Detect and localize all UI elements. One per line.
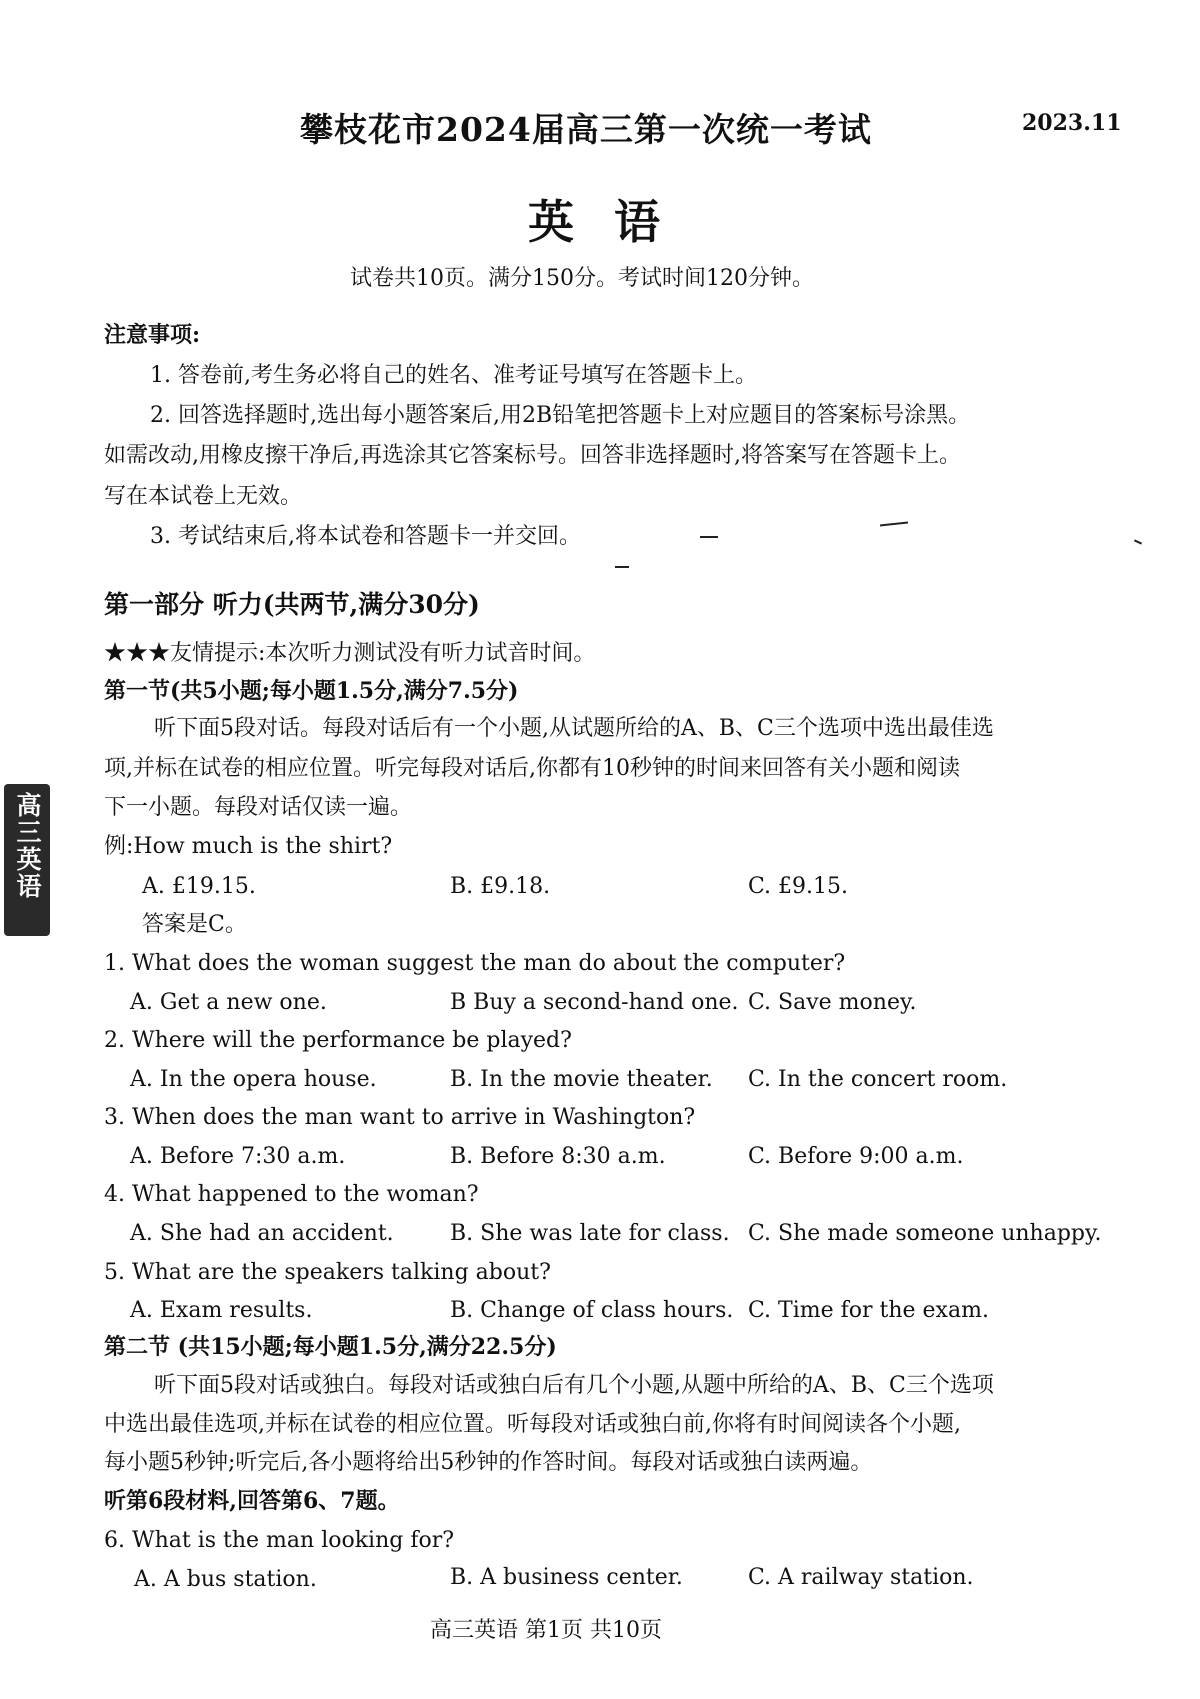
exam-info: 试卷共10页。满分150分。考试时间120分钟。 <box>350 266 814 291</box>
question-3-option-c: C. Before 9:00 a.m. <box>748 1144 964 1169</box>
question-5-option-c: C. Time for the exam. <box>748 1298 989 1323</box>
question-1-option-b: B Buy a second-hand one. <box>450 990 739 1015</box>
question-6-option-a: A. A bus station. <box>134 1567 317 1592</box>
scan-mark <box>615 566 629 568</box>
notice-item-3: 3. 考试结束后,将本试卷和答题卡一并交回。 <box>150 524 581 549</box>
side-tab-label: 高三英语 <box>13 792 42 900</box>
question-3-option-a: A. Before 7:30 a.m. <box>130 1144 346 1169</box>
section2-instruction-line-2: 中选出最佳选项,并标在试卷的相应位置。听每段对话或独白前,你将有时间阅读各个小题, <box>104 1412 961 1437</box>
question-2-option-b: B. In the movie theater. <box>450 1067 713 1092</box>
part1-tip: ★★★友情提示:本次听力测试没有听力试音时间。 <box>104 641 596 666</box>
question-4: 4. What happened to the woman? <box>104 1182 479 1207</box>
question-6: 6. What is the man looking for? <box>104 1528 455 1553</box>
section1-instruction-line-1: 听下面5段对话。每段对话后有一个小题,从试题所给的A、B、C三个选项中选出最佳选 <box>154 716 994 741</box>
page-footer: 高三英语 第1页 共10页 <box>430 1618 662 1643</box>
example-option-b: B. £9.18. <box>450 874 551 899</box>
question-3-option-b: B. Before 8:30 a.m. <box>450 1144 666 1169</box>
question-6-option-b: B. A business center. <box>450 1565 683 1590</box>
question-2-option-a: A. In the opera house. <box>130 1067 377 1092</box>
example-answer: 答案是C。 <box>142 912 247 937</box>
question-1-option-a: A. Get a new one. <box>130 990 327 1015</box>
question-2-option-c: C. In the concert room. <box>748 1067 1008 1092</box>
section2-heading: 第二节 (共15小题;每小题1.5分,满分22.5分) <box>104 1334 557 1360</box>
section1-heading: 第一节(共5小题;每小题1.5分,满分7.5分) <box>104 678 519 704</box>
notice-item-2-line-2: 如需改动,用橡皮擦干净后,再选涂其它答案标号。回答非选择题时,将答案写在答题卡上。 <box>104 443 961 468</box>
notice-item-2-line-1: 2. 回答选择题时,选出每小题答案后,用2B铅笔把答题卡上对应题目的答案标号涂黑。 <box>150 403 971 428</box>
example-option-c: C. £9.15. <box>748 874 849 899</box>
scan-mark <box>1134 539 1142 544</box>
question-5-option-b: B. Change of class hours. <box>450 1298 734 1323</box>
question-6-option-c: C. A railway station. <box>748 1565 974 1590</box>
notice-item-1: 1. 答卷前,考生务必将自己的姓名、准考证号填写在答题卡上。 <box>150 363 757 388</box>
notice-item-2-line-3: 写在本试卷上无效。 <box>104 484 303 509</box>
side-tab <box>4 784 50 936</box>
material-6-heading: 听第6段材料,回答第6、7题。 <box>104 1488 400 1514</box>
section1-instruction-line-3: 下一小题。每段对话仅读一遍。 <box>104 795 413 820</box>
scan-mark <box>700 536 718 538</box>
exam-title: 攀枝花市2024届高三第一次统一考试 <box>300 110 872 149</box>
notice-heading: 注意事项: <box>104 322 201 348</box>
subject-title: 英语 <box>528 195 700 249</box>
section2-instruction-line-3: 每小题5秒钟;听完后,各小题将给出5秒钟的作答时间。每段对话或独白读两遍。 <box>104 1450 873 1475</box>
section1-instruction-line-2: 项,并标在试卷的相应位置。听完每段对话后,你都有10秒钟的时间来回答有关小题和阅读 <box>104 756 960 781</box>
scan-mark <box>880 522 908 527</box>
question-5: 5. What are the speakers talking about? <box>104 1260 551 1285</box>
question-1: 1. What does the woman suggest the man do about the computer? <box>104 951 846 976</box>
example-option-a: A. £19.15. <box>142 874 256 899</box>
question-1-option-c: C. Save money. <box>748 990 917 1015</box>
question-3: 3. When does the man want to arrive in Washington? <box>104 1105 696 1130</box>
part1-heading: 第一部分 听力(共两节,满分30分) <box>104 590 480 619</box>
question-5-option-a: A. Exam results. <box>130 1298 313 1323</box>
section2-instruction-line-1: 听下面5段对话或独白。每段对话或独白后有几个小题,从题中所给的A、B、C三个选项 <box>154 1373 994 1398</box>
example-question: 例:How much is the shirt? <box>104 834 393 859</box>
question-4-option-a: A. She had an accident. <box>130 1221 394 1246</box>
exam-date: 2023.11 <box>1022 110 1122 136</box>
question-4-option-b: B. She was late for class. <box>450 1221 730 1246</box>
question-2: 2. Where will the performance be played? <box>104 1028 572 1053</box>
question-4-option-c: C. She made someone unhappy. <box>748 1221 1102 1246</box>
